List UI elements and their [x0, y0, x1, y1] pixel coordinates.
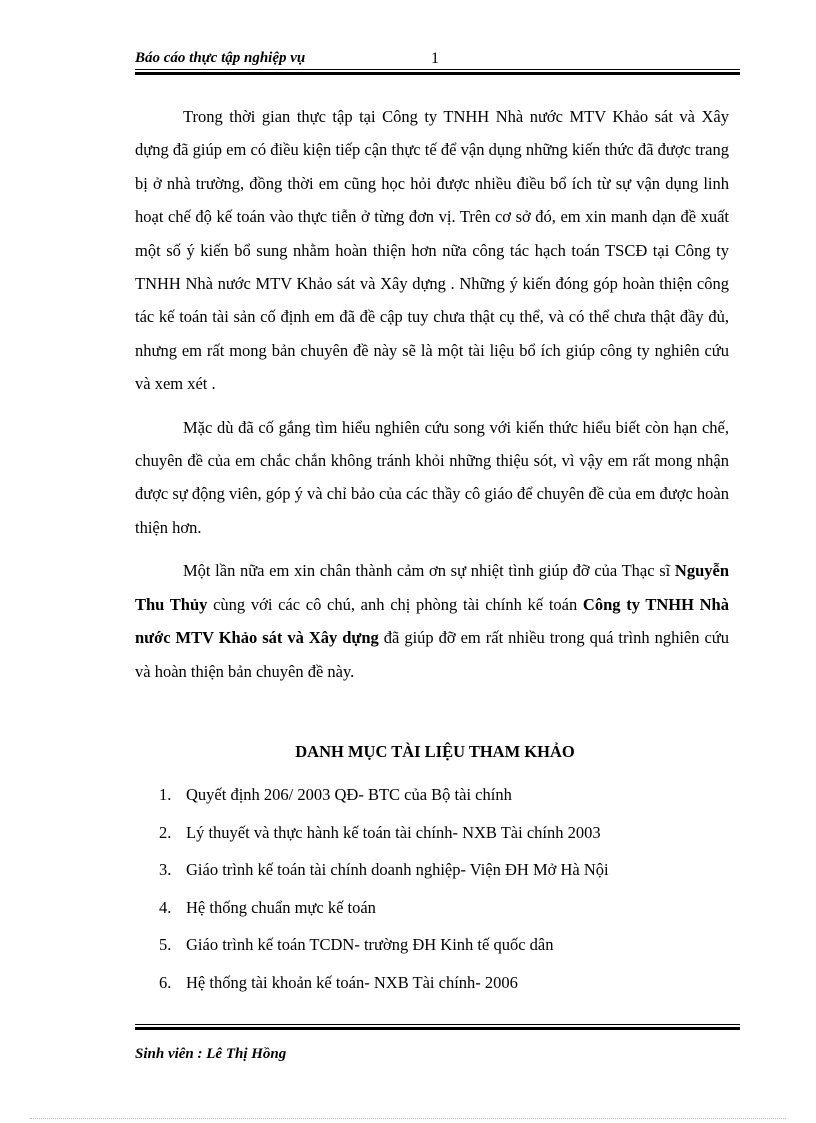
references-title: DANH MỤC TÀI LIỆU THAM KHẢO: [295, 742, 575, 761]
header-rule-thin: [135, 69, 740, 70]
reference-item: [159, 778, 609, 816]
reference-item: [159, 816, 609, 854]
reference-number: 4.: [159, 897, 172, 917]
reference-item: [159, 966, 609, 1004]
header-rule-thick: [135, 72, 740, 75]
paragraph-limitations: Mặc dù đã cố gắng tìm hiểu nghiên cứu song với kiến thức hiểu biết còn hạn chế, chuyên đề của em chắc chắn không tránh khỏi những thiệu sót, vì vậy em rất mong nhận được sự động viên, góp ý và chỉ bảo của các thầy cô giáo để chuyên đề của em được hoàn thiện hơn.: [135, 417, 729, 537]
reference-text: Quyết định 206/ 2003 QĐ- BTC của Bộ tài chính: [186, 785, 512, 804]
reference-text: Lý thuyết và thực hành kế toán tài chính- NXB Tài chính 2003: [186, 822, 601, 842]
reference-text: Hệ thống chuẩn mực kế toán: [186, 897, 376, 917]
footer-student-label: Sinh viên : Lê Thị Hồng: [135, 1046, 287, 1062]
reference-number: 1.: [159, 785, 172, 804]
page-number: 1: [431, 50, 439, 67]
thanks-text-c: đã giúp đỡ em rất nhiều trong quá trình nghiên cứu và hoàn thiện bản chuyên đề này.: [135, 628, 729, 681]
company-name: Công ty TNHH Nhà nước MTV Khảo sát và Xây dựng: [135, 594, 729, 648]
advisor-name: Nguyễn Thu Thủy: [135, 561, 729, 614]
reference-number: 3.: [159, 860, 172, 880]
reference-number: 5.: [159, 935, 172, 955]
page-header: [135, 48, 740, 70]
reference-number: 2.: [159, 822, 172, 842]
footer-rule-thin: [135, 1024, 740, 1025]
paragraph-intro: Trong thời gian thực tập tại Công ty TNHH Nhà nước MTV Khảo sát và Xây dựng đã giúp em có điều kiện tiếp cận thực tế để vận dụng những kiến thức đã được trang bị ở nhà trường, đồng thời em cũng học hỏi được nhiều điều bổ ích từ sự vận dụng linh hoạt chế độ kế toán vào thực tiễn ở từng đơn vị. Trên cơ sở đó, em xin manh dạn đề xuất một số ý kiến bổ sung nhằm hoàn thiện hơn nữa công tác hạch toán TSCĐ tại Công ty TNHH Nhà nước MTV Khảo sát và Xây dựng . Những ý kiến đóng góp hoàn thiện công tác kế toán tài sản cố định em đã đề cập tuy chưa thật cụ thể, và có thể chưa thật đầy đủ, nhưng em rất mong bản chuyên đề này sẽ là một tài liệu bổ ích giúp công ty nghiên cứu và xem xét .: [135, 107, 729, 394]
page-bottom-divider: [30, 1118, 786, 1119]
reference-text: Giáo trình kế toán tài chính doanh nghiệp- Viện ĐH Mở Hà Nội: [186, 860, 609, 880]
reference-number: 6.: [159, 972, 172, 992]
reference-item: [159, 928, 609, 966]
reference-item: [159, 853, 609, 891]
header-title: Báo cáo thực tập nghiệp vụ: [135, 50, 306, 66]
thanks-text-b: cùng với các cô chú, anh chị phòng tài chính kế toán: [207, 594, 583, 614]
reference-text: Giáo trình kế toán TCDN- trường ĐH Kinh tế quốc dân: [186, 935, 554, 955]
reference-text: Hệ thống tài khoản kế toán- NXB Tài chính- 2006: [186, 972, 518, 992]
thanks-text-a: Một lần nữa em xin chân thành cảm ơn sự nhiệt tình giúp đỡ của Thạc sĩ: [183, 561, 675, 581]
paragraph-thanks: [135, 554, 729, 688]
body-text: [135, 100, 729, 698]
footer-rule-thick: [135, 1027, 740, 1030]
reference-item: [159, 891, 609, 929]
references-list: [159, 778, 609, 1004]
